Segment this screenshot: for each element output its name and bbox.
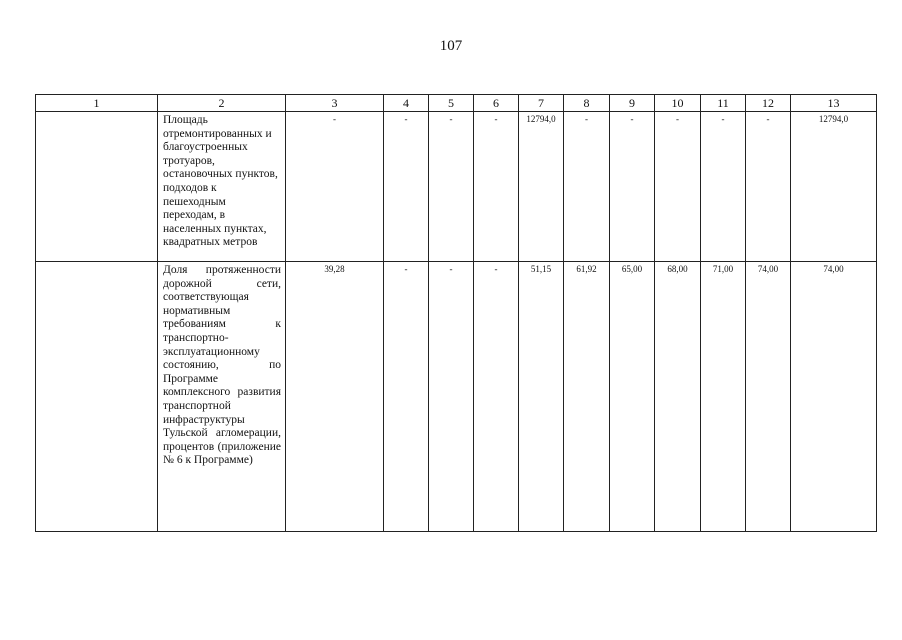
column-header: 3 (286, 95, 384, 112)
table-cell: - (474, 112, 519, 262)
column-header: 6 (474, 95, 519, 112)
row-description: Площадь отремонтированных и благоустроенных тротуаров, остановочных пунктов, подходов к пешеходным переходам, в населенных пунктах, квадратных метров (158, 112, 286, 262)
table-cell: - (384, 112, 429, 262)
column-header: 2 (158, 95, 286, 112)
column-header: 11 (701, 95, 746, 112)
table-cell: - (746, 112, 791, 262)
data-table (35, 94, 877, 532)
table-cell: - (384, 262, 429, 532)
table-cell: - (429, 262, 474, 532)
row-description: Доля протяженности дорожной сети, соответствующая нормативным требованиям к транспортно-эксплуатационному состоянию, по Программе комплексного развития транспортной инфраструктуры Тульской агломерации, процентов (приложение № 6 к Программе) (158, 262, 286, 532)
page-number: 107 (439, 38, 463, 54)
table-cell: 71,00 (701, 262, 746, 532)
table-cell: - (610, 112, 655, 262)
table-cell: - (701, 112, 746, 262)
table-cell: - (564, 112, 610, 262)
table-cell: - (429, 112, 474, 262)
table-cell: 74,00 (746, 262, 791, 532)
table-cell: 51,15 (519, 262, 564, 532)
table-cell: 68,00 (655, 262, 701, 532)
table-cell: 39,28 (286, 262, 384, 532)
table-cell: 12794,0 (791, 112, 877, 262)
column-header: 4 (384, 95, 429, 112)
table-cell: 12794,0 (519, 112, 564, 262)
column-header: 9 (610, 95, 655, 112)
column-header: 5 (429, 95, 474, 112)
column-header: 1 (36, 95, 158, 112)
table-cell: - (286, 112, 384, 262)
table-cell (36, 112, 158, 262)
table-cell: 65,00 (610, 262, 655, 532)
table-cell: 61,92 (564, 262, 610, 532)
table-cell: 74,00 (791, 262, 877, 532)
table-cell: - (474, 262, 519, 532)
column-header: 7 (519, 95, 564, 112)
table-cell: - (655, 112, 701, 262)
column-header: 12 (746, 95, 791, 112)
table-cell (36, 262, 158, 532)
table-row (36, 262, 877, 532)
column-header: 8 (564, 95, 610, 112)
table-header-row (36, 95, 877, 112)
column-header: 13 (791, 95, 877, 112)
table-row (36, 112, 877, 262)
column-header: 10 (655, 95, 701, 112)
